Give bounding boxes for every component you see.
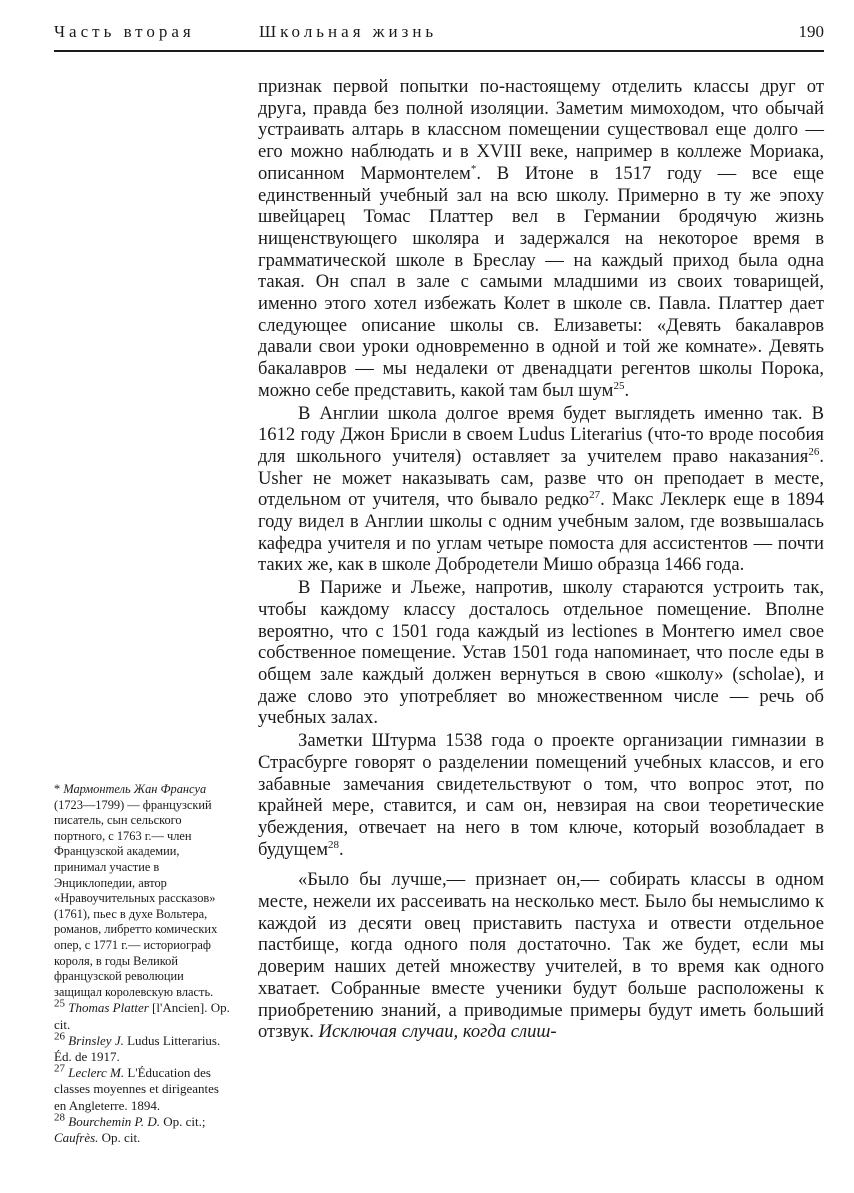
footnote-28-num: 28 <box>54 1111 65 1124</box>
footnote-star-name: Мармонтель Жан Франсуа <box>63 782 207 796</box>
footnote-28-author2: Caufrès. <box>54 1129 99 1145</box>
footnotes <box>54 782 230 1146</box>
main-text <box>258 76 824 1043</box>
paragraph-4 <box>258 730 824 860</box>
footnote-ref-star: * <box>470 162 477 175</box>
footnote-25-num: 25 <box>54 997 65 1010</box>
footnote-25 <box>54 997 230 1032</box>
part-title: Часть вторая <box>54 22 195 41</box>
footnote-28 <box>54 1111 230 1146</box>
paragraph-1-text-b: . В Итоне в 1517 году — все еще единственный учебный зал на всю школу. Примерно в ту же эпоху швейцарец Томас Платтер вел в Германии бродячую жизнь нищенствующего школяра и задержался на некоторое время в грамматической школе в Бреслау — на каждый приход была одна такая. Он спал в зале с самыми младшими из своих товарищей, именно этого хотел избежать Колет в школе св. Павла. Платтер дает следующее описание школы св. Елизаветы: «Девять бакалавров давали свои уроки одновременно в одной и той же комнате». Девять бакалавров — мы недалеки от двенадцати регентов школы Порока, можно себе представить, какой там был шум <box>258 162 824 401</box>
paragraph-2-text-c: . Макс Леклерк еще в 1894 году видел в Англии школы с одним учебным залом, где возвышалась кафедра учителя и по углам четыре помоста для ассистентов — почти таких же, как в школе Добродетели Мишо образца 1466 года. <box>258 489 824 576</box>
footnote-25-text: [l'Ancien]. Op. cit. <box>54 1000 230 1032</box>
page-number: 190 <box>798 22 824 41</box>
footnote-ref-28: 28 <box>327 838 339 851</box>
footnote-26-num: 26 <box>54 1030 65 1043</box>
paragraph-5-text: «Было бы лучше,— признает он,— собирать классы в одном месте, нежели их рассеивать на несколько мест. Было бы немыслимо к каждой из десяти овец приставить пастуха и отвести отдельное пастбище, когда одного поля достаточно. Так же будет, если мы доверим наших детей множеству учителей, в то время как одного хватает. Собранные вместе ученики будут больше расположены к приобретению знаний, а приводимые примеры будут иметь больший отзвук. <box>258 869 824 1043</box>
footnote-star-mark: * <box>54 782 61 796</box>
footnote-27 <box>54 1062 230 1114</box>
running-header <box>54 22 824 46</box>
footnote-ref-27: 27 <box>589 489 601 502</box>
paragraph-4-end: . <box>338 838 344 860</box>
footnote-28-text2: Op. cit. <box>98 1129 141 1145</box>
chapter-title: Школьная жизнь <box>259 22 438 41</box>
footnote-25-author: Thomas Platter <box>68 1000 149 1016</box>
footnote-26-author: Brinsley J. <box>68 1032 124 1048</box>
footnote-ref-25: 25 <box>613 379 625 392</box>
paragraph-2-text-b: . Usher не может наказывать сам, разве что он преподает в месте, отдельном от учителя, что бывало редко <box>258 445 824 511</box>
footnote-star-text: (1723—1799) — французский писатель, сын сельского портного, с 1763 г.— член Французской академии, принимал участие в Энциклопедии, автор «Нравоучительных рассказов» (1761), пьес в духе Вольтера, романов, либретто комических опер, с 1771 г.— историограф короля, в годы Великой французской революции защищал королевскую власть. <box>54 797 218 999</box>
footnote-27-author: Leclerc M. <box>68 1065 125 1081</box>
paragraph-1 <box>258 76 824 402</box>
footnote-27-num: 27 <box>54 1062 65 1075</box>
footnote-26-text: Ludus Litterarius. Éd. de 1917. <box>54 1032 221 1064</box>
paragraph-4-text: Заметки Штурма 1538 года о проекте организации гимназии в Страсбурге говорят о разделении помещений учебных классов, и его забавные замечания свидетельствуют о том, что вопрос этот, по крайней мере, ставится, и сам он, невзирая на свои теоретические убеждения, отвечает на него в том ключе, который возобладает в будущем <box>258 730 824 860</box>
paragraph-2-text-a: В Англии школа долгое время будет выглядеть именно так. В 1612 году Джон Брисли в своем Ludus Literarius (что-то вроде пособия для школьного учителя) оставляет за учителем право наказания <box>258 402 824 467</box>
footnote-27-text: L'Éducation des classes moyennes et dirigeantes en Angleterre. 1894. <box>54 1065 219 1113</box>
footnote-ref-26: 26 <box>808 445 820 458</box>
footnote-26 <box>54 1030 230 1065</box>
paragraph-1-end: . <box>624 379 630 401</box>
paragraph-3: В Париже и Льеже, напротив, школу стараются устроить так, чтобы каждому классу досталось отдельное помещение. Вполне вероятно, что с 1501 года каждый из lectiones в Монтегю имел свое собственное помещение. Устав 1501 года напоминает, что после еды в общем зале каждый должен вернуться в свою «школу» (scholae), и даже слово это употребляет во множественном числе — речь об учебных залах. <box>258 577 824 729</box>
paragraph-1-text-a: признак первой попытки по-настоящему отделить классы друг от друга, правда без полной изоляции. Заметим мимоходом, что обычай устраивать алтарь в классном помещении существовал еще долго — его можно наблюдать и в XVIII веке, например в коллеже Мориака, описанном Мармонтелем <box>258 76 824 184</box>
footnote-star <box>54 782 230 1000</box>
paragraph-5-italic: Исключая случаи, когда слиш- <box>318 1021 557 1043</box>
paragraph-5 <box>258 869 824 1043</box>
footnote-28-author: Bourchemin P. D. <box>68 1113 160 1129</box>
paragraph-2 <box>258 403 824 577</box>
footnote-28-text: Op. cit.; <box>159 1113 206 1129</box>
header-rule <box>54 50 824 52</box>
